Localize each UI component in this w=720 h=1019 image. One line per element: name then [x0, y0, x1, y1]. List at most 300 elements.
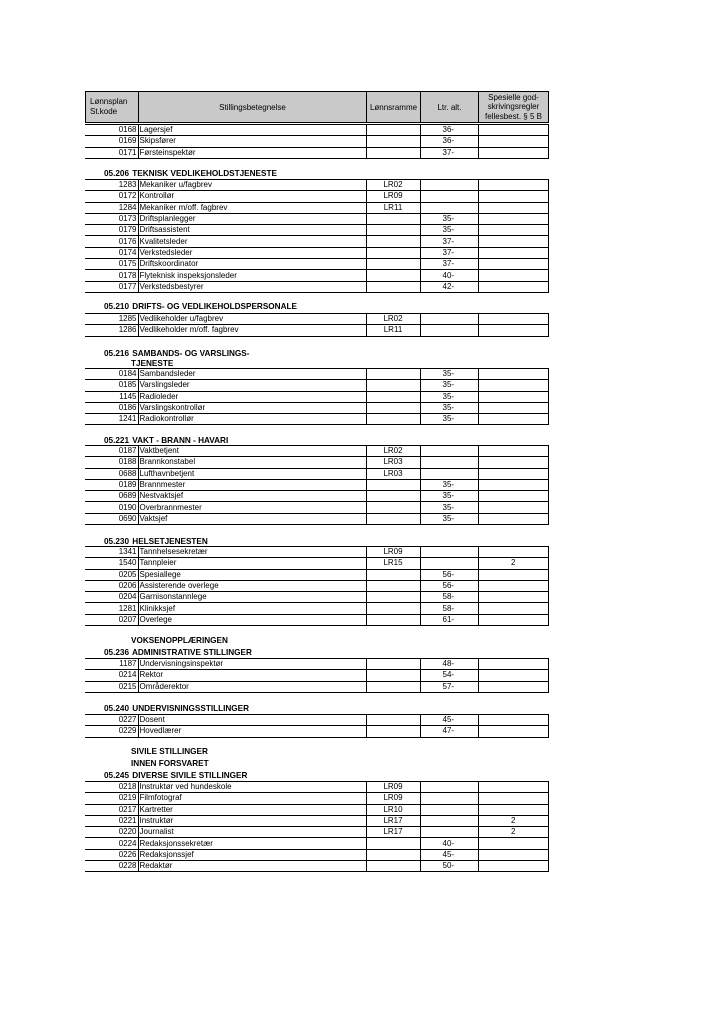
position-title: Kartretter	[138, 804, 366, 815]
table-row	[85, 259, 549, 270]
position-code: 0174	[85, 247, 138, 258]
special-rules	[478, 369, 549, 380]
salary-frame	[366, 849, 420, 860]
salary-step	[420, 314, 478, 325]
special-rules	[478, 136, 549, 147]
salary-frame: LR02	[366, 314, 420, 325]
special-rules	[478, 849, 549, 860]
position-code: 0220	[85, 827, 138, 838]
position-code: 0228	[85, 861, 138, 872]
position-code: 1285	[85, 314, 138, 325]
table-row	[85, 659, 549, 670]
table-row	[85, 849, 549, 860]
salary-frame	[366, 136, 420, 147]
position-code: 0189	[85, 479, 138, 490]
position-code: 0169	[85, 136, 138, 147]
salary-step: 35-	[420, 402, 478, 413]
salary-step	[420, 180, 478, 191]
special-rules	[478, 861, 549, 872]
salary-frame	[366, 592, 420, 603]
position-title: Flyteknisk inspeksjonsleder	[138, 270, 366, 281]
group-pre-heading: VOKSENOPPLÆRINGEN	[131, 636, 228, 645]
section-title: SAMBANDS- OG VARSLINGS-	[130, 349, 250, 358]
position-title: Tannpleier	[138, 558, 366, 569]
special-rules	[478, 782, 549, 793]
position-title: Assisterende overlege	[138, 580, 366, 591]
position-code: 0215	[85, 681, 138, 692]
header-lonnsramme: Lønnsramme	[367, 92, 421, 122]
position-code: 1145	[85, 391, 138, 402]
section-heading	[104, 704, 249, 713]
special-rules	[478, 191, 549, 202]
position-title: Redaktør	[138, 861, 366, 872]
special-rules	[478, 281, 549, 292]
special-rules	[478, 259, 549, 270]
section-heading	[104, 537, 208, 546]
special-rules	[478, 270, 549, 281]
position-code: 0690	[85, 513, 138, 524]
position-code: 0184	[85, 369, 138, 380]
position-code: 0217	[85, 804, 138, 815]
salary-frame	[366, 681, 420, 692]
section-heading	[104, 648, 252, 657]
section-title: HELSETJENESTEN	[130, 537, 208, 546]
position-title: Undervisningsinspektør	[138, 659, 366, 670]
salary-step: 56-	[420, 580, 478, 591]
position-code: 0185	[85, 380, 138, 391]
special-rules	[478, 446, 549, 457]
salary-step: 35-	[420, 213, 478, 224]
section-heading	[104, 169, 277, 178]
section-code: 05.230	[104, 537, 130, 546]
salary-frame	[366, 659, 420, 670]
salary-step	[420, 827, 478, 838]
position-title: Nestvaktsjef	[138, 491, 366, 502]
section-title: VAKT - BRANN - HAVARI	[130, 436, 229, 445]
position-title: Tannhelsesekretær	[138, 547, 366, 558]
salary-frame: LR03	[366, 468, 420, 479]
salary-step	[420, 558, 478, 569]
salary-step: 45-	[420, 849, 478, 860]
table-row	[85, 457, 549, 468]
table-row	[85, 391, 549, 402]
special-rules	[478, 681, 549, 692]
table-row	[85, 502, 549, 513]
table-row	[85, 213, 549, 224]
position-code: 0227	[85, 715, 138, 726]
salary-step: 42-	[420, 281, 478, 292]
position-code: 0226	[85, 849, 138, 860]
special-rules	[478, 468, 549, 479]
special-rules	[478, 247, 549, 258]
salary-frame	[366, 236, 420, 247]
salary-frame	[366, 270, 420, 281]
position-title: Overbrannmester	[138, 502, 366, 513]
table-row	[85, 414, 549, 425]
table-row	[85, 861, 549, 872]
special-rules	[478, 402, 549, 413]
section-code: 05.210	[104, 302, 130, 311]
position-table	[85, 368, 549, 425]
table-row	[85, 580, 549, 591]
position-code: 0175	[85, 259, 138, 270]
special-rules	[478, 479, 549, 490]
salary-frame	[366, 614, 420, 625]
salary-frame	[366, 225, 420, 236]
position-code: 0177	[85, 281, 138, 292]
position-code: 0221	[85, 815, 138, 826]
salary-frame	[366, 502, 420, 513]
table-row	[85, 614, 549, 625]
special-rules	[478, 670, 549, 681]
position-code: 1187	[85, 659, 138, 670]
position-code: 0171	[85, 147, 138, 158]
section-heading	[104, 349, 249, 358]
salary-step	[420, 793, 478, 804]
position-code: 0176	[85, 236, 138, 247]
position-code: 0219	[85, 793, 138, 804]
position-title: Vaktbetjent	[138, 446, 366, 457]
position-title: Filmfotograf	[138, 793, 366, 804]
table-row	[85, 793, 549, 804]
position-table	[85, 445, 549, 525]
special-rules	[478, 236, 549, 247]
section-title: DIVERSE SIVILE STILLINGER	[130, 771, 248, 780]
position-title: Lagersjef	[138, 125, 366, 136]
position-title: Driftsassistent	[138, 225, 366, 236]
position-code: 0207	[85, 614, 138, 625]
salary-step: 37-	[420, 236, 478, 247]
salary-frame	[366, 838, 420, 849]
special-rules	[478, 314, 549, 325]
salary-step	[420, 782, 478, 793]
table-row	[85, 804, 549, 815]
position-table	[85, 179, 549, 293]
salary-step: 35-	[420, 491, 478, 502]
section-heading	[104, 771, 247, 780]
section-title: TEKNISK VEDLIKEHOLDSTJENESTE	[130, 169, 277, 178]
position-code: 1286	[85, 325, 138, 336]
special-rules: 2	[478, 827, 549, 838]
position-title: Brannmester	[138, 479, 366, 490]
table-row	[85, 827, 549, 838]
salary-step: 45-	[420, 715, 478, 726]
special-rules	[478, 659, 549, 670]
special-rules	[478, 592, 549, 603]
salary-frame	[366, 491, 420, 502]
header-stillingsbetegnelse: Stillingsbetegnelse	[139, 92, 367, 122]
position-code: 1283	[85, 180, 138, 191]
position-title: Lufthavnbetjent	[138, 468, 366, 479]
special-rules	[478, 391, 549, 402]
section-title: UNDERVISNINGSSTILLINGER	[130, 704, 250, 713]
section-heading	[104, 436, 228, 445]
position-table	[85, 124, 549, 159]
position-title: Varslingsleder	[138, 380, 366, 391]
group-pre-heading: INNEN FORSVARET	[131, 759, 209, 768]
table-row	[85, 191, 549, 202]
table-row	[85, 715, 549, 726]
salary-step: 57-	[420, 681, 478, 692]
header-spesielle-regler: Spesielle god-skrivingsregler fellesbest. § 5 B	[485, 92, 542, 121]
table-row	[85, 547, 549, 558]
position-code: 1281	[85, 603, 138, 614]
salary-frame	[366, 402, 420, 413]
position-code: 1241	[85, 414, 138, 425]
section-title: DRIFTS- OG VEDLIKEHOLDSPERSONALE	[130, 302, 297, 311]
salary-frame: LR09	[366, 782, 420, 793]
position-title: Vedlikeholder m/off. fagbrev	[138, 325, 366, 336]
special-rules	[478, 202, 549, 213]
salary-frame	[366, 213, 420, 224]
section-title: ADMINISTRATIVE STILLINGER	[130, 648, 252, 657]
table-row	[85, 125, 549, 136]
table-row	[85, 592, 549, 603]
salary-step: 61-	[420, 614, 478, 625]
salary-frame	[366, 380, 420, 391]
salary-step: 40-	[420, 270, 478, 281]
salary-frame	[366, 281, 420, 292]
salary-step: 35-	[420, 414, 478, 425]
salary-frame	[366, 603, 420, 614]
salary-frame: LR10	[366, 804, 420, 815]
position-title: Driftsplanlegger	[138, 213, 366, 224]
special-rules	[478, 715, 549, 726]
position-title: Radiokontrollør	[138, 414, 366, 425]
special-rules	[478, 804, 549, 815]
position-table	[85, 781, 549, 872]
position-title: Brannkonstabel	[138, 457, 366, 468]
salary-frame	[366, 369, 420, 380]
position-title: Varslingskontrollør	[138, 402, 366, 413]
special-rules	[478, 614, 549, 625]
position-title: Redaksjonssekretær	[138, 838, 366, 849]
special-rules	[478, 414, 549, 425]
salary-frame: LR17	[366, 815, 420, 826]
position-table	[85, 546, 549, 626]
special-rules: 2	[478, 815, 549, 826]
position-code: 0689	[85, 491, 138, 502]
special-rules	[478, 325, 549, 336]
special-rules	[478, 225, 549, 236]
table-row	[85, 726, 549, 737]
salary-frame: LR17	[366, 827, 420, 838]
salary-step: 58-	[420, 592, 478, 603]
salary-step	[420, 815, 478, 826]
position-code: 0186	[85, 402, 138, 413]
salary-step	[420, 446, 478, 457]
section-code: 05.245	[104, 771, 130, 780]
table-row	[85, 479, 549, 490]
header-lonnsplan: Lønnsplan St.kode	[86, 92, 139, 122]
special-rules	[478, 180, 549, 191]
salary-step	[420, 547, 478, 558]
table-row	[85, 815, 549, 826]
section-code: 05.240	[104, 704, 130, 713]
section-heading	[104, 302, 297, 311]
position-table	[85, 714, 549, 738]
salary-step: 35-	[420, 380, 478, 391]
salary-step: 40-	[420, 838, 478, 849]
table-row	[85, 281, 549, 292]
group-pre-heading: SIVILE STILLINGER	[131, 747, 208, 756]
salary-frame	[366, 125, 420, 136]
salary-frame: LR09	[366, 191, 420, 202]
salary-step	[420, 191, 478, 202]
position-title: Redaksjonssjef	[138, 849, 366, 860]
table-row	[85, 468, 549, 479]
table-row	[85, 314, 549, 325]
position-title: Kvalitetsleder	[138, 236, 366, 247]
position-title: Driftskoordinator	[138, 259, 366, 270]
salary-frame	[366, 569, 420, 580]
special-rules	[478, 502, 549, 513]
position-title: Skipsfører	[138, 136, 366, 147]
position-code: 0205	[85, 569, 138, 580]
salary-frame: LR11	[366, 325, 420, 336]
table-row	[85, 681, 549, 692]
position-code: 0168	[85, 125, 138, 136]
special-rules: 2	[478, 558, 549, 569]
special-rules	[478, 513, 549, 524]
salary-frame: LR02	[366, 180, 420, 191]
position-title: Spesiallege	[138, 569, 366, 580]
position-title: Instruktør	[138, 815, 366, 826]
table-row	[85, 670, 549, 681]
table-row	[85, 782, 549, 793]
special-rules	[478, 457, 549, 468]
position-title: Radioleder	[138, 391, 366, 402]
position-title: Journalist	[138, 827, 366, 838]
salary-frame	[366, 259, 420, 270]
position-title: Overlege	[138, 614, 366, 625]
salary-step: 54-	[420, 670, 478, 681]
special-rules	[478, 491, 549, 502]
position-code: 1540	[85, 558, 138, 569]
salary-step	[420, 202, 478, 213]
special-rules	[478, 147, 549, 158]
table-row	[85, 558, 549, 569]
salary-step: 47-	[420, 726, 478, 737]
section-code: 05.236	[104, 648, 130, 657]
section-title-continued: TJENESTE	[131, 359, 174, 368]
salary-step	[420, 804, 478, 815]
position-table	[85, 313, 549, 337]
position-title: Områderektor	[138, 681, 366, 692]
salary-step	[420, 457, 478, 468]
special-rules	[478, 603, 549, 614]
salary-step: 37-	[420, 259, 478, 270]
position-code: 0204	[85, 592, 138, 603]
salary-step: 58-	[420, 603, 478, 614]
table-row	[85, 270, 549, 281]
salary-step: 50-	[420, 861, 478, 872]
position-code: 0688	[85, 468, 138, 479]
special-rules	[478, 380, 549, 391]
salary-frame	[366, 391, 420, 402]
position-code: 0190	[85, 502, 138, 513]
position-title: Førsteinspektør	[138, 147, 366, 158]
salary-step: 48-	[420, 659, 478, 670]
position-table	[85, 658, 549, 693]
position-code: 1284	[85, 202, 138, 213]
position-title: Verkstedsleder	[138, 247, 366, 258]
special-rules	[478, 793, 549, 804]
salary-frame: LR09	[366, 547, 420, 558]
special-rules	[478, 580, 549, 591]
table-row	[85, 180, 549, 191]
position-code: 0218	[85, 782, 138, 793]
position-code: 0187	[85, 446, 138, 457]
salary-frame	[366, 670, 420, 681]
special-rules	[478, 838, 549, 849]
salary-frame	[366, 861, 420, 872]
salary-step: 35-	[420, 513, 478, 524]
salary-step: 35-	[420, 502, 478, 513]
table-row	[85, 369, 549, 380]
table-row	[85, 380, 549, 391]
salary-step: 37-	[420, 247, 478, 258]
salary-step: 37-	[420, 147, 478, 158]
salary-frame	[366, 726, 420, 737]
position-code: 0173	[85, 213, 138, 224]
special-rules	[478, 726, 549, 737]
salary-frame	[366, 513, 420, 524]
section-code: 05.206	[104, 169, 130, 178]
salary-step: 35-	[420, 369, 478, 380]
position-title: Sambandsleder	[138, 369, 366, 380]
salary-step: 35-	[420, 479, 478, 490]
table-row	[85, 838, 549, 849]
salary-frame	[366, 580, 420, 591]
salary-step: 36-	[420, 125, 478, 136]
header-ltr-alt: Ltr. alt.	[421, 92, 479, 122]
position-code: 0188	[85, 457, 138, 468]
salary-frame: LR15	[366, 558, 420, 569]
table-row	[85, 147, 549, 158]
table-header	[85, 91, 549, 123]
table-row	[85, 569, 549, 580]
position-title: Mekaniker u/fagbrev	[138, 180, 366, 191]
salary-step: 56-	[420, 569, 478, 580]
salary-frame	[366, 479, 420, 490]
table-row	[85, 247, 549, 258]
position-title: Vaktsjef	[138, 513, 366, 524]
special-rules	[478, 213, 549, 224]
position-code: 0206	[85, 580, 138, 591]
section-code: 05.221	[104, 436, 130, 445]
salary-frame: LR11	[366, 202, 420, 213]
position-title: Klinikksjef	[138, 603, 366, 614]
position-code: 1341	[85, 547, 138, 558]
position-title: Verkstedsbestyrer	[138, 281, 366, 292]
position-title: Vedlikeholder u/fagbrev	[138, 314, 366, 325]
position-code: 0178	[85, 270, 138, 281]
section-code: 05.216	[104, 349, 130, 358]
position-code: 0214	[85, 670, 138, 681]
position-title: Dosent	[138, 715, 366, 726]
salary-step: 35-	[420, 225, 478, 236]
salary-frame	[366, 247, 420, 258]
special-rules	[478, 569, 549, 580]
table-row	[85, 491, 549, 502]
salary-frame	[366, 147, 420, 158]
table-row	[85, 202, 549, 213]
salary-frame: LR02	[366, 446, 420, 457]
table-row	[85, 225, 549, 236]
position-title: Instruktør ved hundeskole	[138, 782, 366, 793]
position-title: Mekaniker m/off. fagbrev	[138, 202, 366, 213]
